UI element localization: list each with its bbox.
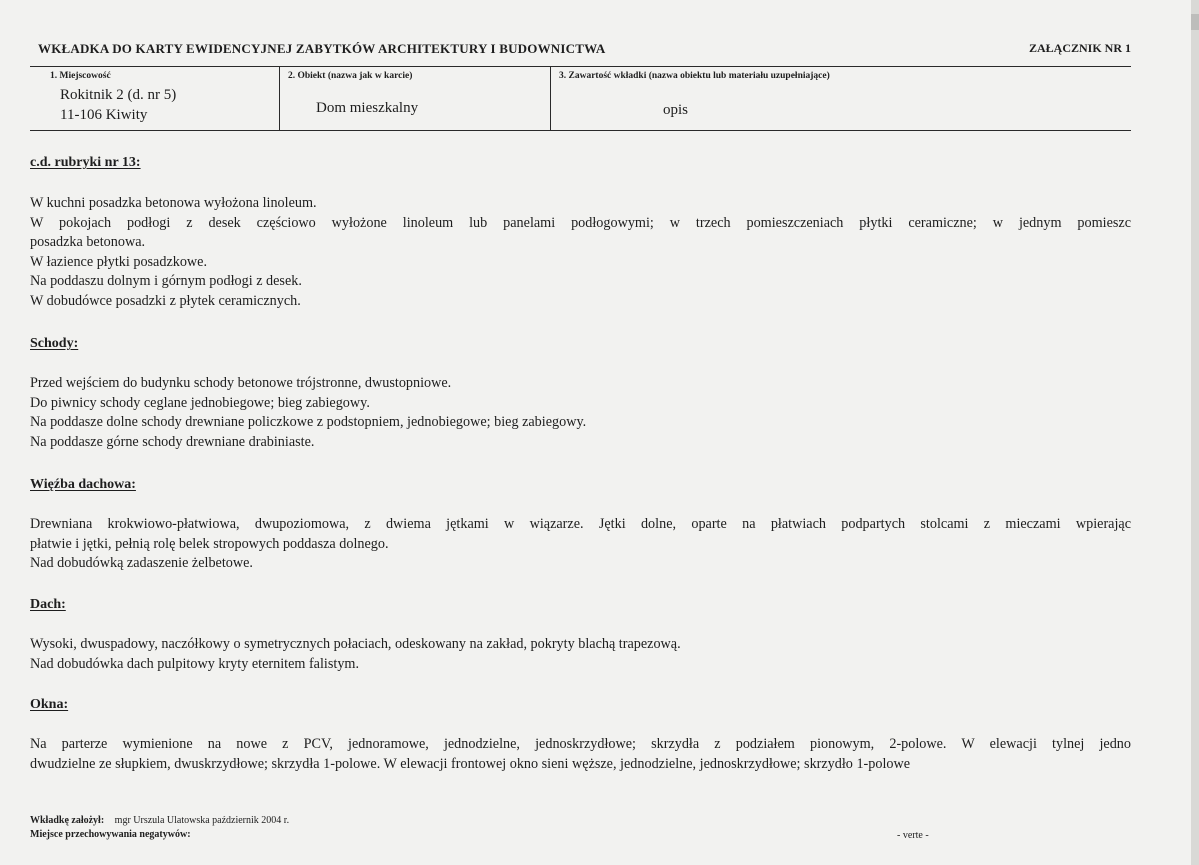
scan-edge-mark — [1191, 14, 1199, 30]
section-heading-roof-truss: Więźba dachowa: — [30, 477, 136, 492]
header-table — [30, 66, 1131, 131]
author-value: mgr Urszula Ulatowska październik 2004 r. — [114, 815, 290, 826]
object-value: Dom mieszkalny — [316, 100, 419, 116]
storage-label: Miejsce przechowywania negatywów: — [30, 829, 191, 840]
author-row — [30, 814, 289, 828]
text-line: płatwie i jętki, pełnią rolę belek stropowych poddasza dolnego. — [30, 535, 389, 552]
text-line: Drewniana krokwiowo-płatwiowa, dwupoziomowa, z dwiema jętkami w wiązarze. Jętki dolne, oparte na płatwiach podpartych stolcami z mieczami wpierając — [30, 516, 1131, 532]
verte-label: - verte - — [897, 830, 929, 841]
content-label: 3. Zawartość wkładki (nazwa obiektu lub materiału uzupełniające) — [559, 71, 830, 81]
section-body-roof-truss — [30, 515, 1131, 574]
section-heading-roof: Dach: — [30, 597, 66, 612]
place-label: 1. Miejscowość — [50, 71, 111, 81]
text-line: Nad dobudówka dach pulpitowy kryty eternitem falistym. — [30, 655, 360, 672]
object-cell — [279, 67, 550, 130]
text-line: Nad dobudówką zadaszenie żelbetowe. — [30, 555, 253, 572]
annex-label: ZAŁĄCZNIK NR 1 — [1028, 41, 1131, 55]
place-cell — [30, 67, 279, 130]
text-line: Przed wejściem do budynku schody betonowe trójstronne, dwustopniowe. — [30, 375, 452, 391]
section-heading-floors: c.d. rubryki nr 13: — [30, 155, 141, 170]
text-line: posadzka betonowa. — [30, 234, 146, 251]
text-line: Na poddasze dolne schody drewniane policzkowe z podstopniem, jednobiegowe; bieg zabiegowy. — [30, 414, 587, 431]
text-line: Na poddasze górne schody drewniane drabiniaste. — [30, 433, 315, 450]
section-body-roof — [30, 635, 1131, 674]
place-address-line-2: 11-106 Kiwity — [60, 107, 148, 123]
object-label: 2. Obiekt (nazwa jak w karcie) — [288, 71, 413, 81]
scan-edge — [1191, 0, 1199, 865]
text-line: Na poddaszu dolnym i górnym podłogi z desek. — [30, 273, 302, 290]
section-body-windows — [30, 735, 1131, 774]
section-body-floors — [30, 194, 1131, 312]
text-line: W kuchni posadzka betonowa wyłożona linoleum. — [30, 195, 317, 211]
text-line: Na parterze wymienione na nowe z PCV, jednoramowe, jednodzielne, jednoskrzydłowe; skrzydła z podziałem pionowym, 2-polowe. W elewacji tylnej jedno — [30, 736, 1131, 752]
text-line: Do piwnicy schody ceglane jednobiegowe; bieg zabiegowy. — [30, 394, 370, 411]
text-line: dwudzielne ze słupkiem, dwuskrzydłowe; skrzydła 1-polowe. W elewacji frontowej okno sieni węższe, jednodzielne, jednoskrzydłowe; skrzydło 1-polowe — [30, 755, 911, 772]
text-line: Wysoki, dwuspadowy, naczółkowy o symetrycznych połaciach, odeskowany na zakład, pokryty blachą trapezową. — [30, 636, 681, 652]
text-line: W łazience płytki posadzkowe. — [30, 253, 208, 270]
document-title: WKŁADKA DO KARTY EWIDENCYJNEJ ZABYTKÓW ARCHITEKTURY I BUDOWNICTWA — [38, 41, 606, 56]
section-heading-windows: Okna: — [30, 697, 69, 712]
text-line: W pokojach podłogi z desek częściowo wyłożone linoleum lub panelami podłogowymi; w trzech pomieszczeniach płytki ceramiczne; w jednym pomieszc — [30, 214, 1131, 231]
footer-info — [30, 814, 289, 842]
content-value: opis — [663, 102, 689, 118]
content-cell — [550, 67, 1131, 130]
author-label: Wkładkę założył: — [30, 815, 105, 826]
place-address-line-1: Rokitnik 2 (d. nr 5) — [60, 87, 177, 103]
text-line: W dobudówce posadzki z płytek ceramicznych. — [30, 292, 301, 309]
section-body-stairs — [30, 374, 1131, 452]
section-heading-stairs: Schody: — [30, 336, 79, 351]
